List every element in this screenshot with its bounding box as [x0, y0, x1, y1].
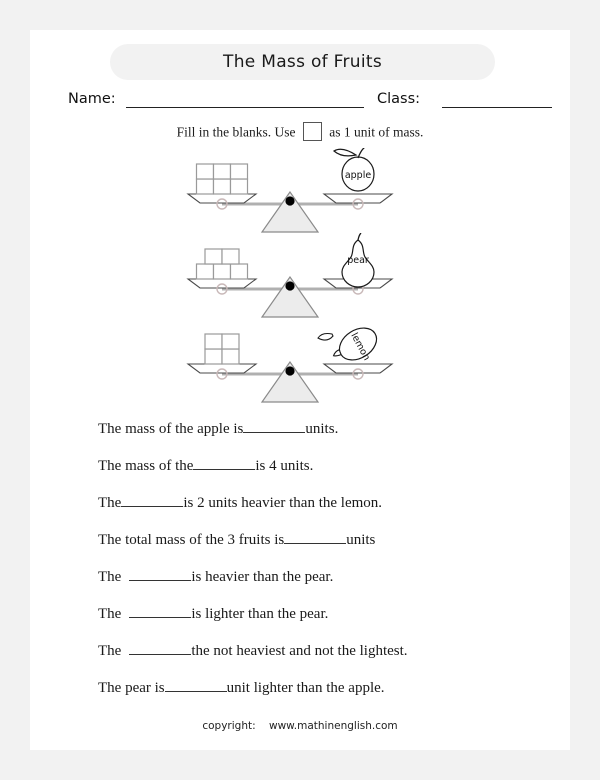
balance-scale-pear [160, 233, 420, 319]
question-text-tail: is 4 units. [255, 458, 314, 474]
question-4 [98, 529, 558, 551]
answer-blank[interactable] [165, 678, 227, 692]
question-text-tail: is lighter than the pear. [191, 606, 329, 622]
answer-blank[interactable] [243, 419, 305, 433]
question-text-tail: units [346, 532, 376, 548]
class-input-line[interactable] [442, 107, 552, 108]
fruit-label: apple [344, 170, 372, 181]
question-text-lead: The [98, 606, 122, 622]
answer-blank[interactable] [284, 530, 346, 544]
question-8 [98, 677, 558, 699]
question-text-tail: is heavier than the pear. [191, 569, 334, 585]
question-text-lead: The [98, 643, 122, 659]
question-text-lead: The [98, 569, 122, 585]
question-text-tail: is 2 units heavier than the lemon. [183, 495, 383, 511]
name-input-line[interactable] [126, 107, 364, 108]
name-label: Name: [68, 91, 116, 107]
site-url: www.mathinenglish.com [268, 720, 398, 732]
fruit-pear [342, 233, 374, 287]
question-text-tail: the not heaviest and not the lightest. [191, 643, 408, 659]
balance-diagram-pear [160, 233, 420, 319]
student-info-row [38, 89, 562, 113]
footer [30, 720, 570, 732]
class-label: Class: [377, 91, 421, 107]
question-text-lead: The [98, 495, 122, 511]
worksheet-title-banner [110, 44, 495, 80]
answer-blank[interactable] [129, 567, 191, 581]
question-text-lead: The mass of the apple is [98, 421, 244, 437]
balance-diagram-apple [160, 148, 420, 234]
instruction-text-after: as 1 unit of mass. [329, 124, 424, 140]
question-7 [98, 640, 558, 662]
question-text-lead: The mass of the [98, 458, 194, 474]
question-6 [98, 603, 558, 625]
instruction-text-before: Fill in the blanks. Use [176, 124, 296, 140]
answer-blank[interactable] [193, 456, 255, 470]
balance-scales-group [30, 148, 570, 420]
question-3 [98, 492, 558, 514]
balance-diagram-lemon [160, 318, 420, 404]
balance-scale-lemon [160, 318, 420, 404]
question-text-tail: units. [305, 421, 339, 437]
copyright-label: copyright: [202, 720, 256, 732]
question-2 [98, 455, 558, 477]
question-1 [98, 418, 558, 440]
fruit-label: lemon [348, 331, 373, 363]
unit-square-icon [303, 122, 322, 141]
question-text-lead: The total mass of the 3 fruits is [98, 532, 285, 548]
fruit-label: pear [347, 255, 369, 266]
question-5 [98, 566, 558, 588]
question-text-lead: The pear is [98, 680, 165, 696]
question-text-tail: unit lighter than the apple. [226, 680, 385, 696]
answer-blank[interactable] [121, 493, 183, 507]
page-title: The Mass of Fruits [223, 52, 382, 72]
worksheet-sheet [30, 30, 570, 750]
instruction-line [30, 123, 570, 142]
answer-blank[interactable] [129, 604, 191, 618]
fruit-lemon [318, 322, 382, 371]
fruit-apple [334, 148, 374, 191]
answer-blank[interactable] [129, 641, 191, 655]
balance-scale-apple [160, 148, 420, 234]
